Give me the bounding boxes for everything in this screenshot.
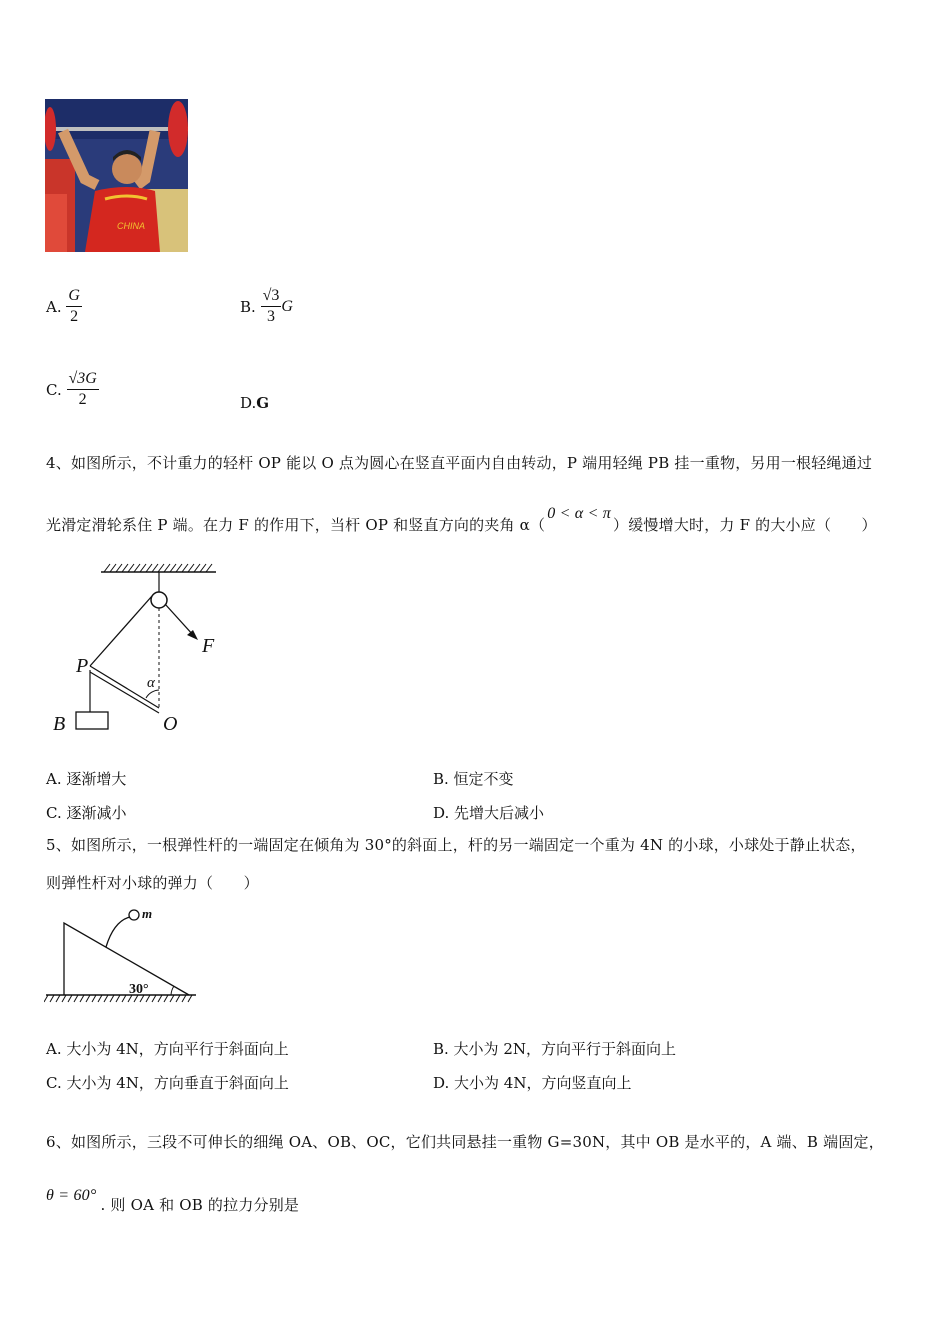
q5-option-c[interactable]: C. 大小为 4N，方向垂直于斜面向上 (46, 1074, 289, 1092)
q5-option-b[interactable]: B. 大小为 2N，方向平行于斜面向上 (433, 1040, 676, 1058)
label-O: O (163, 713, 178, 735)
fraction: $\frac{√3G}{2}$ (68, 370, 97, 408)
q5-option-d[interactable]: D. 大小为 4N，方向竖直向上 (433, 1074, 632, 1092)
q4-stem-line1: 4、如图所示，不计重力的轻杆 OP 能以 O 点为圆心在竖直平面内自由转动，P 端用轻绳 PB 挂一重物，另用一根轻绳通过 (46, 454, 873, 472)
q6-stem-line1: 6、如图所示，三段不可伸长的细绳 OA、OB、OC，它们共同悬挂一重物 G=30N，其中 OB 是水平的，A 端、B 端固定， (46, 1133, 884, 1151)
q5-stem-line2: 则弹性杆对小球的弹力（ ） (46, 874, 259, 892)
pulley-icon (151, 592, 167, 608)
fraction: $\frac{√3}{3}$ (262, 287, 280, 325)
fraction: $\frac{G}{2}$ (68, 287, 80, 325)
q6-stem-line2: θ = 60°. 则 OA 和 OB 的拉力分别是 (46, 1187, 300, 1214)
q4-figure (46, 560, 236, 740)
label-B: B (53, 713, 66, 735)
option-label: C. (46, 380, 62, 399)
ball-icon (129, 910, 139, 920)
q4-stem-line2: 光滑定滑轮系住 P 端。在力 F 的作用下，当杆 OP 和竖直方向的夹角 α（0 < α < π）缓慢增大时，力 F 的大小应（ ） (46, 505, 877, 534)
q4-option-c[interactable]: C. 逐渐减小 (46, 804, 127, 822)
q4-option-d[interactable]: D. 先增大后减小 (433, 804, 545, 822)
alpha-range: 0 < α < π (547, 505, 612, 522)
theta-value: θ = 60° (46, 1187, 97, 1204)
option-label: A. (46, 297, 62, 316)
q4-option-b[interactable]: B. 恒定不变 (433, 770, 514, 788)
q3-option-a[interactable] (46, 288, 82, 325)
label-F: F (202, 635, 215, 657)
weightlifter-photo (45, 99, 188, 252)
q3-option-d[interactable]: D.G (240, 394, 270, 412)
option-label: D. (240, 394, 257, 412)
q3-option-b[interactable]: B. $\frac{√3}{3}$ G (240, 287, 293, 325)
q5-stem-line1: 5、如图所示，一根弹性杆的一端固定在倾角为 30°的斜面上，杆的另一端固定一个重为 4N 的小球，小球处于静止状态， (46, 836, 866, 854)
shirt-text: CHINA (117, 221, 146, 231)
label-m: m (142, 906, 153, 921)
q4-option-a[interactable]: A. 逐渐增大 (46, 770, 127, 788)
q5-option-a[interactable]: A. 大小为 4N，方向平行于斜面向上 (46, 1040, 289, 1058)
label-30deg: 30° (129, 982, 149, 997)
label-P: P (76, 655, 89, 677)
label-alpha: α (147, 675, 155, 691)
q3-option-c[interactable] (46, 371, 99, 408)
option-label: B. (240, 297, 256, 316)
q5-figure (44, 903, 204, 1008)
